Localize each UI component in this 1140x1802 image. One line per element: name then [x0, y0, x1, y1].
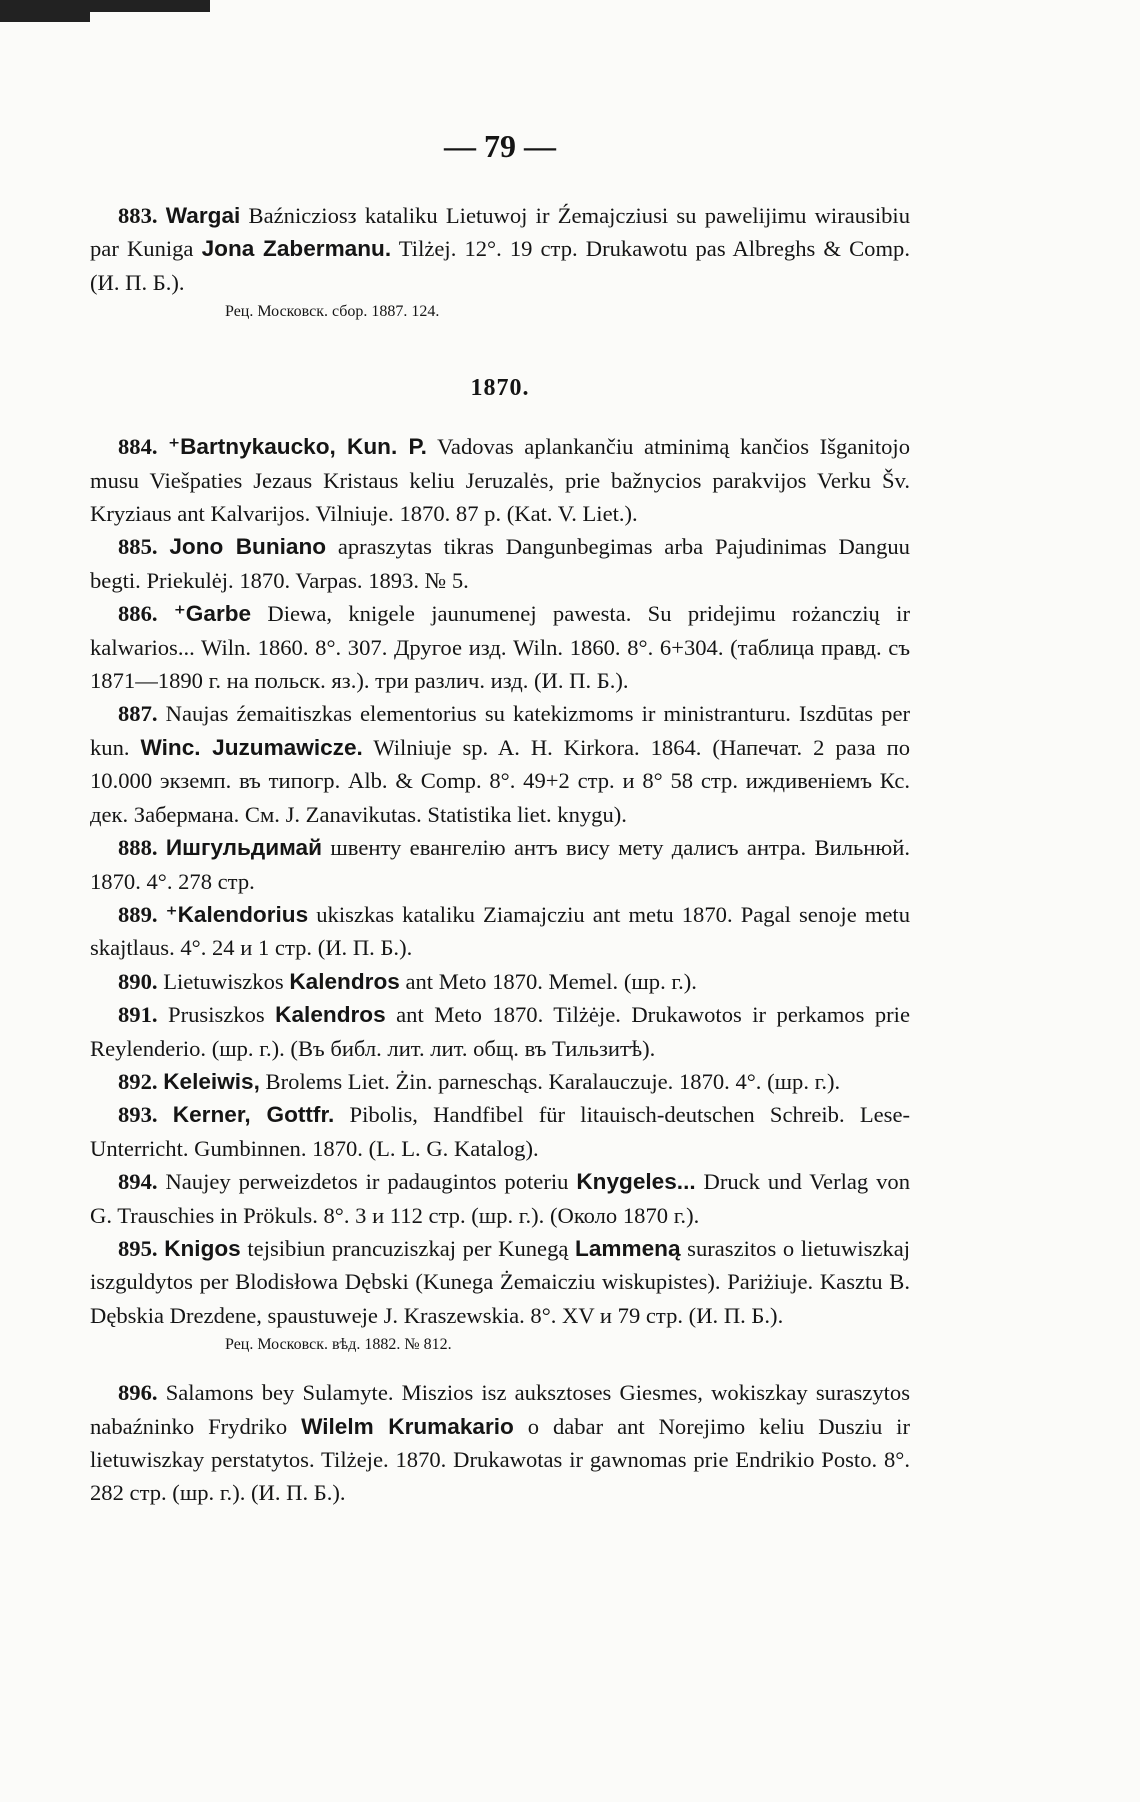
entry-883: 883. Wargai Baźnicziosᴣ kataliku Lietuwoj ir Źemajcziusi su pawelijimu wirausibiu par Kuniga Jona Zabermanu. Tilżej. 12°. 19 стр. Drukawotu pas Albreghs & Comp. (И. П. Б.).	[90, 203, 910, 295]
entry-895: 895. Knigos tejsibiun prancuziszkaj per Kunegą Lammeną suraszitos o lietuwiszkaj iszguldytos per Blodisłowa Dębski (Kunega Żemaicziu wiskupistes). Pariżiuje. Kasztu B. Dębskia Drezdene, spaustuweje J. Kraszewskia. 8°. XV и 79 стр. (И. П. Б.).	[90, 1235, 910, 1328]
entry-894: 894. Naujey perweizdetos ir padaugintos poteriu Knygeles... Druck und Verlag von G. Trauschies in Prökuls. 8°. 3 и 112 стр. (шр. г.). (Около 1870 г.).	[90, 1169, 910, 1228]
page-number: — 79 —	[444, 128, 556, 164]
entry-888: 888. Ишгульдимай швенту евангелію антъ вису мету далисъ антра. Вильнюй. 1870. 4°. 278 стр.	[90, 835, 910, 894]
scan-artifact	[0, 0, 210, 12]
spacer	[90, 1358, 910, 1376]
entry-893: 893. Kerner, Gottfr. Pibolis, Handfibel für litauisch-deutschen Schreib. Lese-Unterricht. Gumbinnen. 1870. (L. L. G. Katalog).	[90, 1102, 910, 1161]
page	[90, 128, 910, 1510]
review-source-895: Рец. Московск. вѣд. 1882. № 812.	[225, 1336, 452, 1354]
entry-887: 887. Naujas źemaitiszkas elementorius su katekizmoms ir ministranturu. Iszdūtas per kun. Winc. Juzumawicze. Wilniuje sp. A. H. Kirkora. 1864. (Напечат. 2 раза по 10.000 экземп. въ типогр. Alb. & Comp. 8°. 49+2 стр. и 8° 58 стр. иждивеніемъ Кс. дек. Забермана. См. J. Zanavikutas. Statistika liet. knygu).	[90, 701, 910, 827]
entry-890: 890. Lietuwiszkos Kalendros ant Meto 1870. Memel. (шр. г.).	[118, 968, 697, 994]
scan-artifact	[0, 12, 90, 22]
year-heading: 1870.	[470, 375, 530, 402]
entry-892: 892. Keleiwis, Brolems Liet. Żin. parneschąs. Karalauczuje. 1870. 4°. (шр. г.).	[118, 1068, 841, 1094]
entry-889: 889. ⁺Kalendorius ukiszkas kataliku Ziamajcziu ant metu 1870. Pagal senoje metu skajtlaus. 4°. 24 и 1 стр. (И. П. Б.).	[90, 901, 910, 961]
entry-886: 886. ⁺Garbe Diewa, knigele jaunumenej pawesta. Su pridejimu rożanczių ir kalwarios... Wiln. 1860. 8°. 307. Другое изд. Wiln. 1860. 8°. 6+304. (таблица правд. съ 1871—1890 г. на польск. яз.). три различ. изд. (И. П. Б.).	[90, 601, 910, 694]
review-source-883: Рец. Московск. сбор. 1887. 124.	[225, 303, 440, 321]
entry-891: 891. Prusiszkos Kalendros ant Meto 1870. Tilżėje. Drukawotos ir perkamos prie Reylenderio. (шр. г.). (Въ библ. лит. лит. общ. въ Тильзитѣ).	[90, 1002, 910, 1061]
entry-884: 884. ⁺Bartnykaucko, Kun. P. Vadovas aplankančiu atminimą kančios Išganitojo musu Viešpaties Jezaus Kristaus keliu Jeruzalės, prie bažnycios parakvijos Verku Šv. Kryziaus ant Kalvarijos. Vilniuje. 1870. 87 p. (Kat. V. Liet.).	[90, 434, 910, 527]
entry-885: 885. Jono Buniano apraszytas tikras Dangunbegimas arba Pajudinimas Danguu begti. Priekulėj. 1870. Varpas. 1893. № 5.	[90, 534, 910, 593]
entry-896: 896. Salamons bey Sulamyte. Miszios isz auksztoses Giesmes, wokiszkay suraszytos nabaźninko Frydriko Wilelm Krumakario o dabar ant Norejimo keliu Dusziu ir lietuwiszkay perstatytos. Tilżeje. 1870. Drukawotas ir gawnomas prie Endrikio Posto. 8°. 282 стр. (шр. г.). (И. П. Б.).	[90, 1380, 910, 1506]
